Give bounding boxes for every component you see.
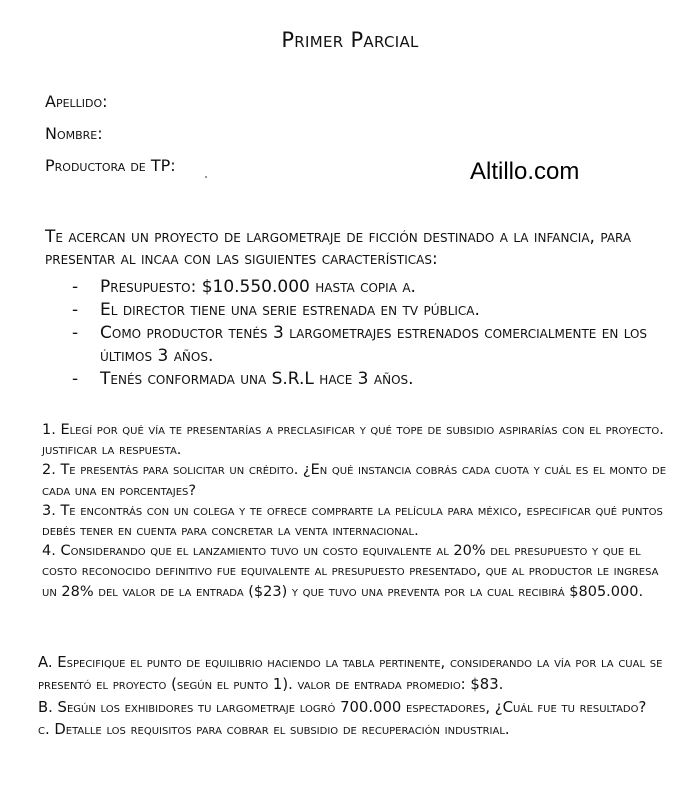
features-list	[72, 276, 672, 391]
feature-text: Tenés conformada una S.R.L hace 3 años.	[100, 369, 414, 389]
dash-bullet: -	[72, 300, 79, 320]
question-3: 3. Te encontrás con un colega y te ofrece comprarte la película para méxico, especificar qué puntos debés tener en cuenta para concretar la venta internacional.	[42, 502, 663, 540]
productora-label: Productora de TP:	[45, 156, 176, 175]
scan-dot	[205, 176, 207, 178]
feature-item	[72, 299, 672, 322]
questions-block	[42, 420, 677, 602]
subquestions-block	[38, 652, 678, 741]
question-4: 4. Considerando que el lanzamiento tuvo un costo equivalente al 20% del presupuesto y que el costo reconocido definitivo fue equivalente al presupuesto presentado, que al productor le ingresa un 28% del valor de la entrada ($23) y que tuvo una preventa por la cual recibirá $805.000.	[42, 543, 659, 600]
question-2: 2. Te presentás para solicitar un crédito. ¿En qué instancia cobrás cada cuota y cuál es el monto de cada una en porcentajes?	[42, 462, 667, 499]
watermark-logo: Altillo.com	[470, 158, 580, 185]
subquestion-b: B. Según los exhibidores tu largometraje logró 700.000 espectadores, ¿Cuál fue tu resultado?	[38, 698, 647, 716]
feature-text: Como productor tenés 3 largometrajes estrenados comercialmente en los últimos 3 años.	[100, 323, 648, 366]
feature-text: Presupuesto: $10.550.000 hasta copia a.	[100, 277, 416, 297]
feature-item	[72, 368, 672, 391]
intro-paragraph: Te acercan un proyecto de largometraje de ficción destinado a la infancia, para presentar al incaa con las siguientes características:	[45, 227, 632, 269]
dash-bullet: -	[72, 277, 79, 297]
feature-text: El director tiene una serie estrenada en tv pública.	[100, 300, 480, 320]
nombre-label: Nombre:	[45, 124, 103, 143]
subquestion-c: c. Detalle los requisitos para cobrar el subsidio de recuperación industrial.	[38, 720, 510, 738]
apellido-label: Apellido:	[45, 92, 108, 111]
page-title: Primer Parcial	[281, 28, 419, 52]
dash-bullet: -	[72, 369, 79, 389]
question-1: 1. Elegí por qué vía te presentarías a preclasificar y qué tope de subsidio aspirarías con el proyecto. justificar la respuesta.	[42, 422, 664, 459]
dash-bullet: -	[72, 323, 79, 343]
feature-item	[72, 276, 672, 299]
feature-item	[72, 322, 672, 368]
subquestion-a: A. Especifique el punto de equilibrio haciendo la tabla pertinente, considerando la vía por la cual se presentó el proyecto (según el punto 1). valor de entrada promedio: $83.	[38, 654, 663, 694]
